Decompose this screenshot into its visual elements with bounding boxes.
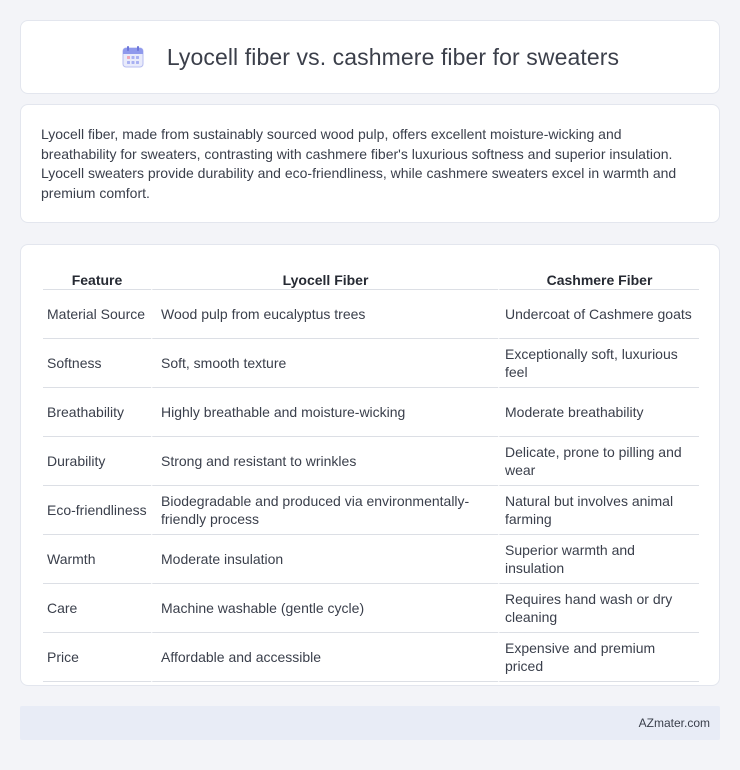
header-cashmere: Cashmere Fiber	[498, 265, 699, 290]
cashmere-cell: Requires hand wash or dry cleaning	[498, 584, 699, 633]
lyocell-cell: Wood pulp from eucalyptus trees	[151, 290, 498, 339]
feature-cell: Durability	[43, 437, 151, 486]
table-row	[43, 290, 699, 339]
header-lyocell: Lyocell Fiber	[151, 265, 498, 290]
feature-cell: Care	[43, 584, 151, 633]
table-row	[43, 339, 699, 388]
table-row	[43, 437, 699, 486]
table-row	[43, 388, 699, 437]
feature-cell: Warmth	[43, 535, 151, 584]
cashmere-cell: Moderate breathability	[498, 388, 699, 437]
table-row	[43, 633, 699, 682]
lyocell-cell: Machine washable (gentle cycle)	[151, 584, 498, 633]
feature-cell: Softness	[43, 339, 151, 388]
feature-cell: Breathability	[43, 388, 151, 437]
cashmere-cell: Natural but involves animal farming	[498, 486, 699, 535]
cashmere-cell: Undercoat of Cashmere goats	[498, 290, 699, 339]
lyocell-cell: Strong and resistant to wrinkles	[151, 437, 498, 486]
table-row	[43, 584, 699, 633]
lyocell-cell: Highly breathable and moisture-wicking	[151, 388, 498, 437]
cashmere-cell: Superior warmth and insulation	[498, 535, 699, 584]
cashmere-cell: Delicate, prone to pilling and wear	[498, 437, 699, 486]
header-feature: Feature	[43, 265, 151, 290]
cashmere-cell: Expensive and premium priced	[498, 633, 699, 682]
cashmere-cell: Exceptionally soft, luxurious feel	[498, 339, 699, 388]
lyocell-cell: Biodegradable and produced via environmentally-friendly process	[151, 486, 498, 535]
table-row	[43, 486, 699, 535]
page-title: Lyocell fiber vs. cashmere fiber for sweaters	[166, 43, 620, 70]
footer-bar	[20, 706, 720, 740]
comparison-table	[43, 265, 699, 682]
footer-brand: AZmater.com	[638, 716, 710, 730]
lyocell-cell: Affordable and accessible	[151, 633, 498, 682]
title-card	[20, 20, 720, 94]
summary-text: Lyocell fiber, made from sustainably sourced wood pulp, offers excellent moisture-wicking and breathability for sweaters, contrasting with cashmere fiber's luxurious softness and superior insulation. Lyocell sweaters provide durability and eco-friendliness, while cashmere sweaters excel in warmth and premium comfort.	[41, 126, 677, 201]
calendar-icon	[121, 45, 145, 69]
feature-cell: Price	[43, 633, 151, 682]
summary-card	[20, 104, 720, 223]
table-header-row	[43, 265, 699, 290]
title-wrap	[121, 44, 619, 71]
comparison-table-card	[20, 244, 720, 686]
feature-cell: Eco-friendliness	[43, 486, 151, 535]
feature-cell: Material Source	[43, 290, 151, 339]
lyocell-cell: Moderate insulation	[151, 535, 498, 584]
table-row	[43, 535, 699, 584]
lyocell-cell: Soft, smooth texture	[151, 339, 498, 388]
